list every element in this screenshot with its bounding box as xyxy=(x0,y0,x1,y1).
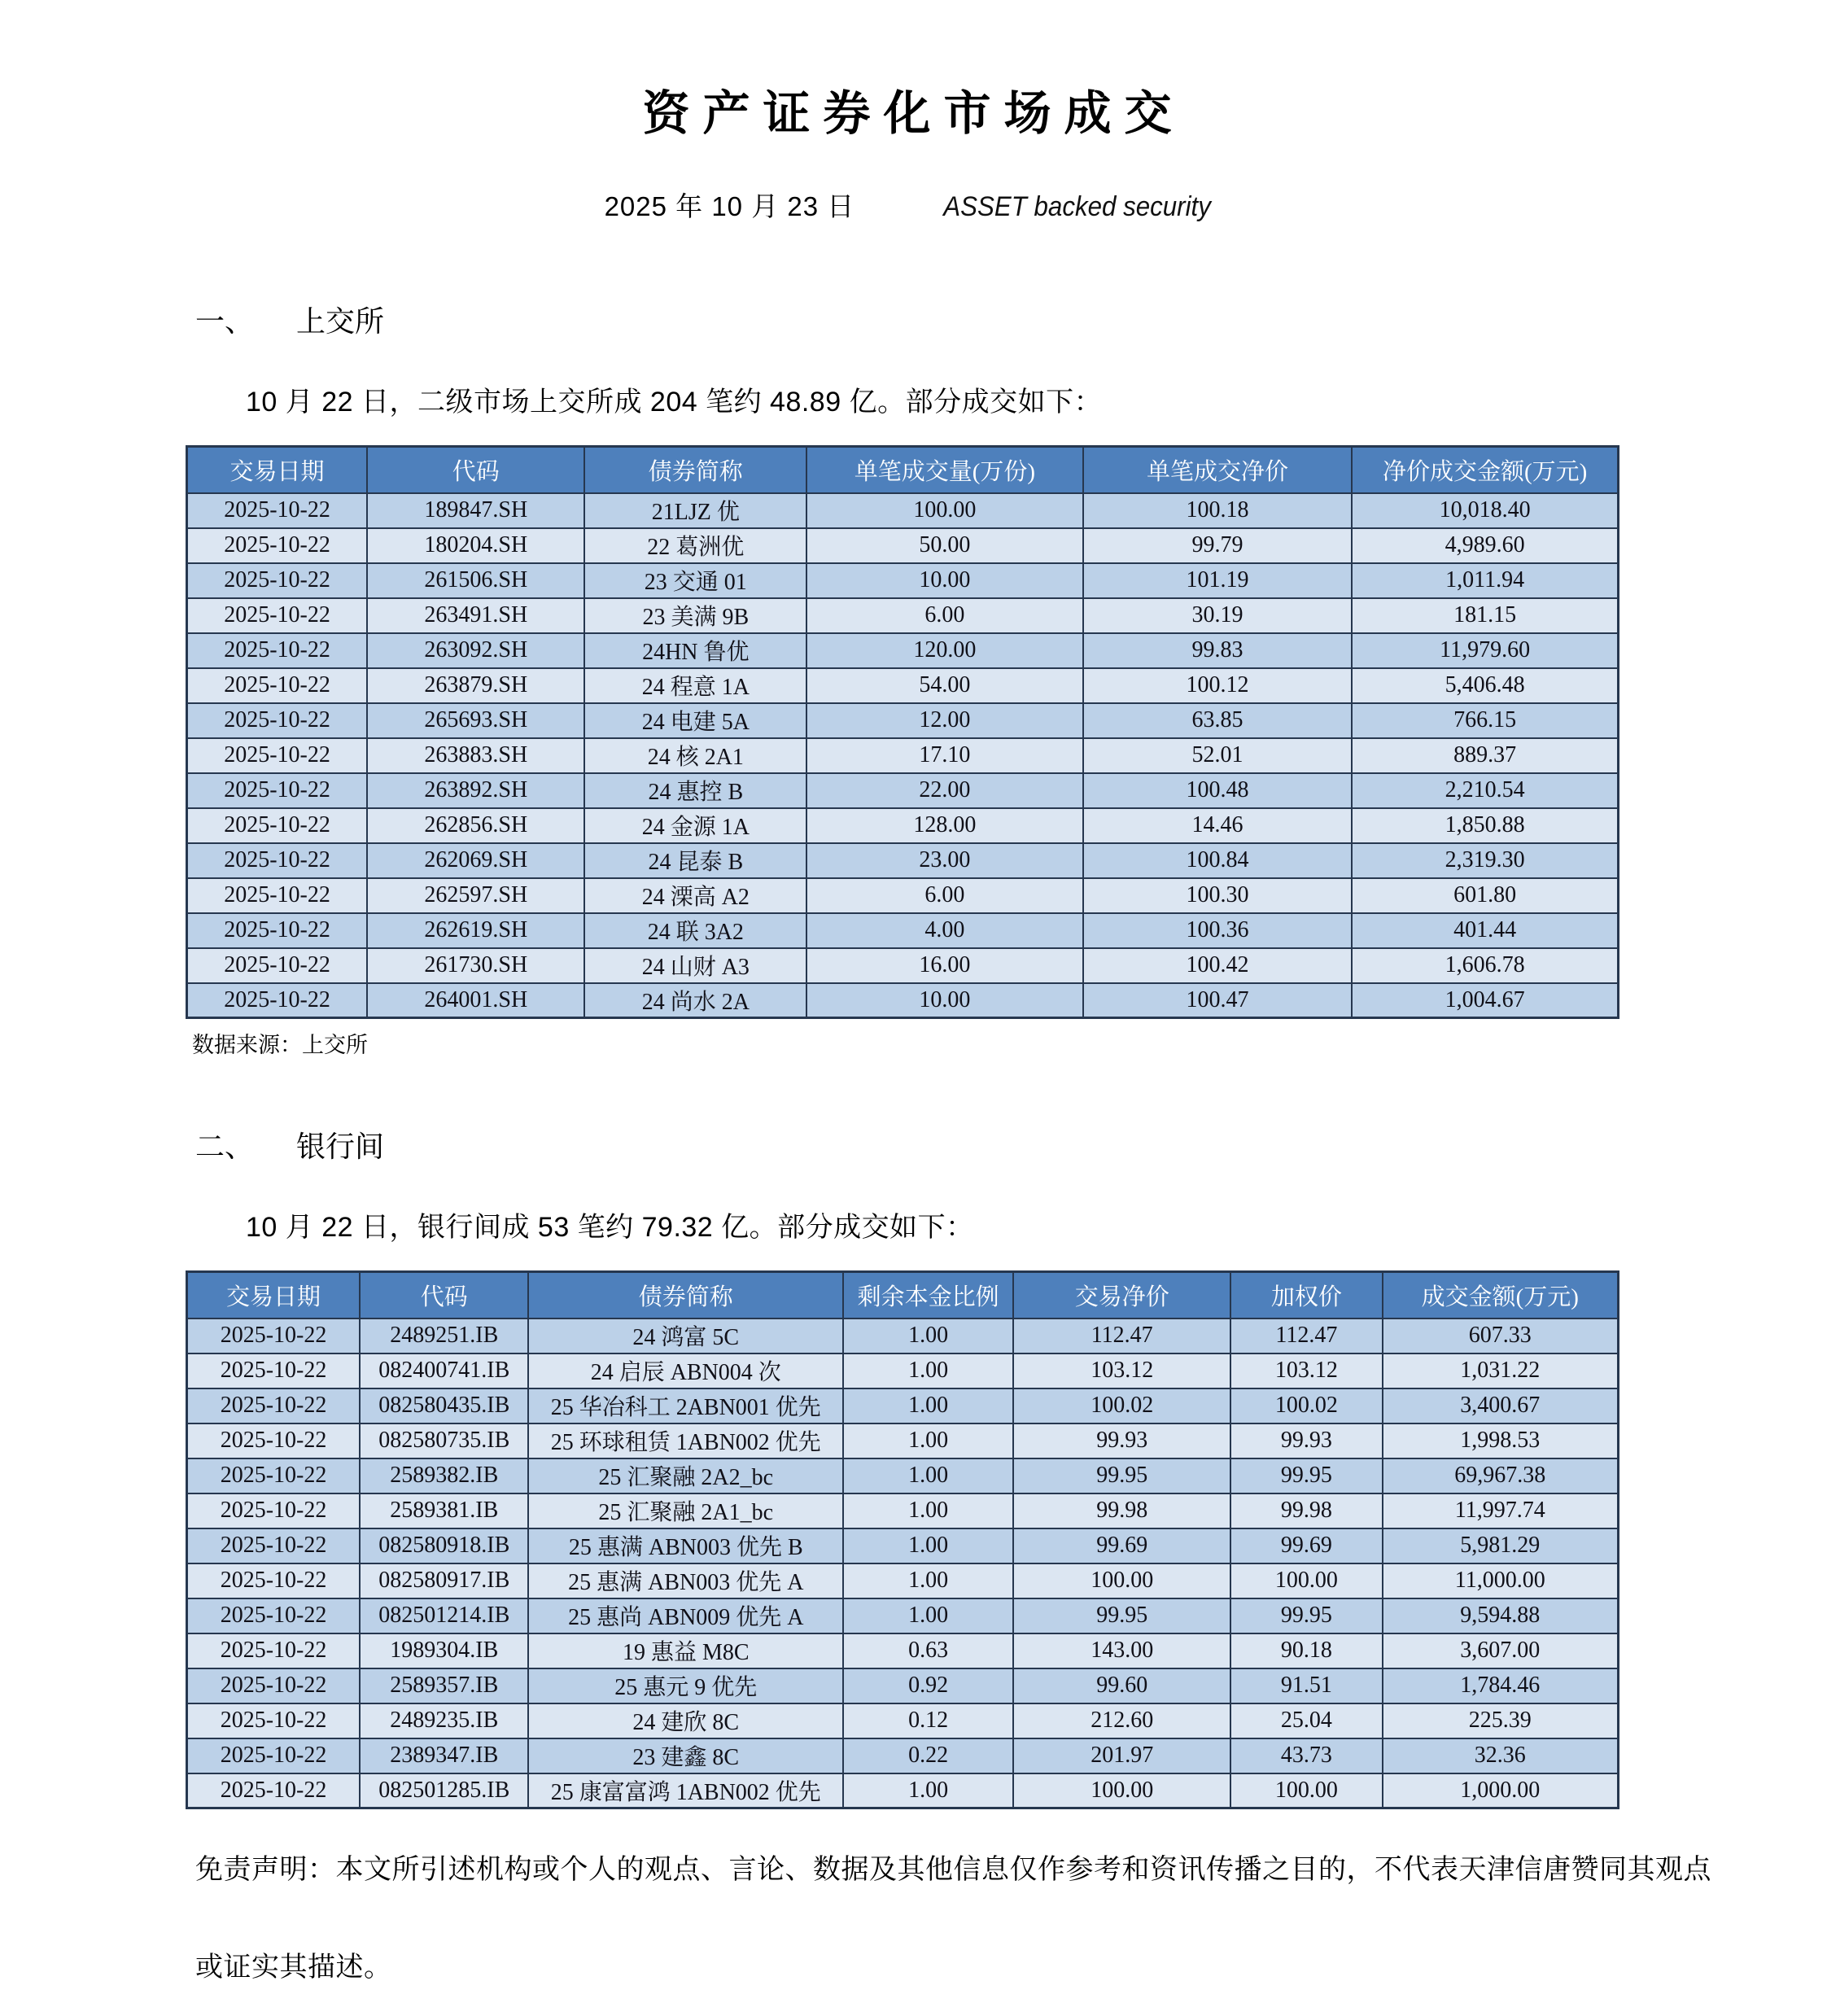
report-date: 2025 年 10 月 23 日 xyxy=(604,191,855,221)
table-cell: 120.00 xyxy=(806,633,1082,668)
table-cell: 2489251.IB xyxy=(360,1318,528,1353)
table-cell: 264001.SH xyxy=(367,983,584,1018)
table-cell: 99.60 xyxy=(1013,1668,1230,1703)
table-cell: 25 康富富鸿 1ABN002 优先 xyxy=(528,1773,843,1808)
table-row xyxy=(187,1493,1619,1528)
table-cell: 12.00 xyxy=(806,703,1082,738)
table-cell: 889.37 xyxy=(1352,738,1618,773)
table-cell: 24 金源 1A xyxy=(584,808,806,843)
english-tagline: ASSET backed security xyxy=(943,191,1212,222)
interbank-transactions-table xyxy=(186,1270,1619,1809)
column-header: 单笔成交净价 xyxy=(1083,447,1353,493)
table-cell: 100.47 xyxy=(1083,983,1353,1018)
page-title: 资产证券化市场成交 xyxy=(642,87,1185,140)
table-cell: 100.00 xyxy=(1230,1773,1382,1808)
table-cell: 6.00 xyxy=(806,598,1082,633)
column-header: 代码 xyxy=(367,447,584,493)
table-cell: 263883.SH xyxy=(367,738,584,773)
table-cell: 11,979.60 xyxy=(1352,633,1618,668)
table-cell: 112.47 xyxy=(1013,1318,1230,1353)
table-row xyxy=(187,1668,1619,1703)
section-title: 银行间 xyxy=(296,1130,385,1163)
table-cell: 2025-10-22 xyxy=(187,913,368,948)
table-cell: 24 核 2A1 xyxy=(584,738,806,773)
table-cell: 23 建鑫 8C xyxy=(528,1738,843,1773)
table-cell: 24 溧高 A2 xyxy=(584,878,806,913)
table-cell: 3,607.00 xyxy=(1383,1633,1619,1668)
table-cell: 99.95 xyxy=(1013,1458,1230,1493)
table-cell: 23.00 xyxy=(806,843,1082,878)
table-cell: 11,997.74 xyxy=(1383,1493,1619,1528)
column-header: 债券简称 xyxy=(528,1272,843,1318)
table-row xyxy=(187,948,1619,983)
table-cell: 2589382.IB xyxy=(360,1458,528,1493)
table-cell: 63.85 xyxy=(1083,703,1353,738)
data-source-note: 数据来源：上交所 xyxy=(192,1033,368,1057)
table-cell: 21LJZ 优 xyxy=(584,493,806,528)
table-row xyxy=(187,843,1619,878)
table-cell: 1,000.00 xyxy=(1383,1773,1619,1808)
table-cell: 2,319.30 xyxy=(1352,843,1618,878)
table-cell: 24 惠控 B xyxy=(584,773,806,808)
table-cell: 262856.SH xyxy=(367,808,584,843)
table-cell: 2025-10-22 xyxy=(187,1668,361,1703)
table-cell: 99.98 xyxy=(1230,1493,1382,1528)
table-row xyxy=(187,808,1619,843)
table-row xyxy=(187,1773,1619,1808)
table-cell: 0.63 xyxy=(843,1633,1013,1668)
table-cell: 100.48 xyxy=(1083,773,1353,808)
table-cell: 4,989.60 xyxy=(1352,528,1618,563)
table-cell: 5,981.29 xyxy=(1383,1528,1619,1563)
table-row xyxy=(187,738,1619,773)
table-row xyxy=(187,878,1619,913)
table-cell: 10,018.40 xyxy=(1352,493,1618,528)
table-cell: 2025-10-22 xyxy=(187,1528,361,1563)
table-cell: 100.02 xyxy=(1013,1388,1230,1423)
table-row xyxy=(187,1738,1619,1773)
table-row xyxy=(187,1458,1619,1493)
table-cell: 2025-10-22 xyxy=(187,1773,361,1808)
section-title: 上交所 xyxy=(296,304,385,338)
table-row xyxy=(187,703,1619,738)
table-cell: 263491.SH xyxy=(367,598,584,633)
table-cell: 24 建欣 8C xyxy=(528,1703,843,1738)
table-cell: 25.04 xyxy=(1230,1703,1382,1738)
table-cell: 2025-10-22 xyxy=(187,738,368,773)
column-header: 交易日期 xyxy=(187,447,368,493)
table-cell: 2025-10-22 xyxy=(187,1633,361,1668)
table-row xyxy=(187,1388,1619,1423)
table-cell: 99.98 xyxy=(1013,1493,1230,1528)
table-cell: 1,606.78 xyxy=(1352,948,1618,983)
table-row xyxy=(187,1563,1619,1598)
table-cell: 10.00 xyxy=(806,563,1082,598)
table-cell: 261730.SH xyxy=(367,948,584,983)
table-cell: 263892.SH xyxy=(367,773,584,808)
table-cell: 25 环球租赁 1ABN002 优先 xyxy=(528,1423,843,1458)
table-cell: 128.00 xyxy=(806,808,1082,843)
table-cell: 24 鸿富 5C xyxy=(528,1318,843,1353)
column-header: 代码 xyxy=(360,1272,528,1318)
column-header: 单笔成交量(万份) xyxy=(806,447,1082,493)
table-row xyxy=(187,1703,1619,1738)
table-cell: 2025-10-22 xyxy=(187,1493,361,1528)
table-cell: 25 惠元 9 优先 xyxy=(528,1668,843,1703)
table-row xyxy=(187,1528,1619,1563)
table-cell: 19 惠益 M8C xyxy=(528,1633,843,1668)
table-cell: 43.73 xyxy=(1230,1738,1382,1773)
table-cell: 1.00 xyxy=(843,1563,1013,1598)
table-cell: 1.00 xyxy=(843,1493,1013,1528)
table-cell: 25 惠满 ABN003 优先 B xyxy=(528,1528,843,1563)
table-cell: 24 尚水 2A xyxy=(584,983,806,1018)
sse-transactions-table xyxy=(186,445,1619,1019)
table-row xyxy=(187,1598,1619,1633)
table-cell: 25 汇聚融 2A2_bc xyxy=(528,1458,843,1493)
table-cell: 99.95 xyxy=(1230,1598,1382,1633)
table-cell: 1.00 xyxy=(843,1773,1013,1808)
table-row xyxy=(187,1318,1619,1353)
table-cell: 2025-10-22 xyxy=(187,1423,361,1458)
table-row xyxy=(187,633,1619,668)
table-cell: 0.22 xyxy=(843,1738,1013,1773)
table-cell: 99.69 xyxy=(1013,1528,1230,1563)
table-cell: 2025-10-22 xyxy=(187,1318,361,1353)
table-cell: 30.19 xyxy=(1083,598,1353,633)
table-cell: 22 葛洲优 xyxy=(584,528,806,563)
table-cell: 24 电建 5A xyxy=(584,703,806,738)
table-cell: 112.47 xyxy=(1230,1318,1382,1353)
table-cell: 2389347.IB xyxy=(360,1738,528,1773)
table-cell: 082400741.IB xyxy=(360,1353,528,1388)
table-row xyxy=(187,913,1619,948)
dateline xyxy=(0,186,1827,224)
table-cell: 263879.SH xyxy=(367,668,584,703)
table-cell: 143.00 xyxy=(1013,1633,1230,1668)
table-cell: 69,967.38 xyxy=(1383,1458,1619,1493)
table-cell: 99.69 xyxy=(1230,1528,1382,1563)
table-cell: 1,031.22 xyxy=(1383,1353,1619,1388)
table-cell: 401.44 xyxy=(1352,913,1618,948)
table-cell: 2589357.IB xyxy=(360,1668,528,1703)
table-cell: 103.12 xyxy=(1013,1353,1230,1388)
table-cell: 100.42 xyxy=(1083,948,1353,983)
table-cell: 24 程意 1A xyxy=(584,668,806,703)
table-cell: 99.93 xyxy=(1230,1423,1382,1458)
table-cell: 766.15 xyxy=(1352,703,1618,738)
table-cell: 5,406.48 xyxy=(1352,668,1618,703)
table-cell: 2025-10-22 xyxy=(187,983,368,1018)
table-cell: 100.36 xyxy=(1083,913,1353,948)
table-cell: 082580918.IB xyxy=(360,1528,528,1563)
table-cell: 1.00 xyxy=(843,1458,1013,1493)
column-header: 债券简称 xyxy=(584,447,806,493)
table-cell: 25 惠满 ABN003 优先 A xyxy=(528,1563,843,1598)
table-cell: 261506.SH xyxy=(367,563,584,598)
column-header: 加权价 xyxy=(1230,1272,1382,1318)
table-cell: 1.00 xyxy=(843,1423,1013,1458)
section-heading-sse xyxy=(195,299,1827,340)
table-cell: 25 华冶科工 2ABN001 优先 xyxy=(528,1388,843,1423)
column-header: 交易日期 xyxy=(187,1272,361,1318)
table-cell: 262597.SH xyxy=(367,878,584,913)
table-cell: 082580735.IB xyxy=(360,1423,528,1458)
table-cell: 100.00 xyxy=(1230,1563,1382,1598)
table-cell: 082580917.IB xyxy=(360,1563,528,1598)
table-cell: 32.36 xyxy=(1383,1738,1619,1773)
table-cell: 25 汇聚融 2A1_bc xyxy=(528,1493,843,1528)
table-cell: 100.18 xyxy=(1083,493,1353,528)
table-cell: 100.00 xyxy=(806,493,1082,528)
table-cell: 24HN 鲁优 xyxy=(584,633,806,668)
table-cell: 100.02 xyxy=(1230,1388,1382,1423)
table-cell: 99.95 xyxy=(1013,1598,1230,1633)
table-cell: 2025-10-22 xyxy=(187,633,368,668)
table-cell: 601.80 xyxy=(1352,878,1618,913)
table-cell: 2025-10-22 xyxy=(187,563,368,598)
table-row xyxy=(187,1353,1619,1388)
table-cell: 1,011.94 xyxy=(1352,563,1618,598)
table-cell: 2025-10-22 xyxy=(187,528,368,563)
table-cell: 24 昆泰 B xyxy=(584,843,806,878)
table-row xyxy=(187,598,1619,633)
table-row xyxy=(187,983,1619,1018)
table-cell: 11,000.00 xyxy=(1383,1563,1619,1598)
table-cell: 263092.SH xyxy=(367,633,584,668)
table-row xyxy=(187,493,1619,528)
table-cell: 1.00 xyxy=(843,1528,1013,1563)
table-cell: 1,998.53 xyxy=(1383,1423,1619,1458)
table-cell: 2489235.IB xyxy=(360,1703,528,1738)
table-cell: 1.00 xyxy=(843,1598,1013,1633)
table-cell: 2025-10-22 xyxy=(187,1353,361,1388)
table-cell: 101.19 xyxy=(1083,563,1353,598)
table-cell: 2025-10-22 xyxy=(187,703,368,738)
sse-intro-paragraph: 10 月 22 日，二级市场上交所成 204 笔约 48.89 亿。部分成交如下： xyxy=(246,387,1103,418)
table-cell: 22.00 xyxy=(806,773,1082,808)
table-cell: 2025-10-22 xyxy=(187,1563,361,1598)
table-cell: 201.97 xyxy=(1013,1738,1230,1773)
table-cell: 2025-10-22 xyxy=(187,668,368,703)
table-row xyxy=(187,1633,1619,1668)
table-cell: 23 美满 9B xyxy=(584,598,806,633)
table-cell: 91.51 xyxy=(1230,1668,1382,1703)
table-cell: 100.12 xyxy=(1083,668,1353,703)
table-cell: 2025-10-22 xyxy=(187,878,368,913)
table-cell: 2025-10-22 xyxy=(187,1738,361,1773)
table-cell: 2025-10-22 xyxy=(187,843,368,878)
table-row xyxy=(187,668,1619,703)
table-cell: 14.46 xyxy=(1083,808,1353,843)
table-row xyxy=(187,773,1619,808)
table-row xyxy=(187,528,1619,563)
column-header: 成交金额(万元) xyxy=(1383,1272,1619,1318)
table-cell: 082501285.IB xyxy=(360,1773,528,1808)
table-cell: 24 联 3A2 xyxy=(584,913,806,948)
table-cell: 607.33 xyxy=(1383,1318,1619,1353)
table-cell: 24 山财 A3 xyxy=(584,948,806,983)
table-cell: 0.92 xyxy=(843,1668,1013,1703)
table-cell: 9,594.88 xyxy=(1383,1598,1619,1633)
table-cell: 1.00 xyxy=(843,1353,1013,1388)
table-cell: 100.84 xyxy=(1083,843,1353,878)
table-cell: 2025-10-22 xyxy=(187,808,368,843)
table-cell: 52.01 xyxy=(1083,738,1353,773)
table-cell: 54.00 xyxy=(806,668,1082,703)
table-cell: 103.12 xyxy=(1230,1353,1382,1388)
table-cell: 99.95 xyxy=(1230,1458,1382,1493)
table-cell: 2025-10-22 xyxy=(187,1458,361,1493)
interbank-intro-paragraph: 10 月 22 日，银行间成 53 笔约 79.32 亿。部分成交如下： xyxy=(246,1212,974,1243)
table-cell: 2025-10-22 xyxy=(187,1703,361,1738)
table-cell: 2025-10-22 xyxy=(187,598,368,633)
column-header: 剩余本金比例 xyxy=(843,1272,1013,1318)
table-cell: 6.00 xyxy=(806,878,1082,913)
table-cell: 180204.SH xyxy=(367,528,584,563)
table-cell: 1.00 xyxy=(843,1388,1013,1423)
table-cell: 100.00 xyxy=(1013,1563,1230,1598)
table-cell: 082501214.IB xyxy=(360,1598,528,1633)
table-cell: 1989304.IB xyxy=(360,1633,528,1668)
table-cell: 2025-10-22 xyxy=(187,493,368,528)
table-cell: 90.18 xyxy=(1230,1633,1382,1668)
table-cell: 50.00 xyxy=(806,528,1082,563)
table-cell: 2025-10-22 xyxy=(187,773,368,808)
table-cell: 100.30 xyxy=(1083,878,1353,913)
table-header-row xyxy=(187,447,1619,493)
disclaimer-text: 免责声明：本文所引述机构或个人的观点、言论、数据及其他信息仅作参考和资讯传播之目的，不代表天津信唐赞同其观点或证实其描述。 xyxy=(195,1854,1711,1983)
table-cell: 2025-10-22 xyxy=(187,1388,361,1423)
table-cell: 1,784.46 xyxy=(1383,1668,1619,1703)
table-cell: 212.60 xyxy=(1013,1703,1230,1738)
table-cell: 0.12 xyxy=(843,1703,1013,1738)
table-cell: 99.79 xyxy=(1083,528,1353,563)
table-cell: 1.00 xyxy=(843,1318,1013,1353)
section-number: 一、 xyxy=(195,304,255,338)
table-row xyxy=(187,1423,1619,1458)
column-header: 净价成交金额(万元) xyxy=(1352,447,1618,493)
table-cell: 265693.SH xyxy=(367,703,584,738)
table-cell: 1,004.67 xyxy=(1352,983,1618,1018)
table-cell: 3,400.67 xyxy=(1383,1388,1619,1423)
table-cell: 225.39 xyxy=(1383,1703,1619,1738)
table-cell: 24 启辰 ABN004 次 xyxy=(528,1353,843,1388)
table-cell: 2025-10-22 xyxy=(187,948,368,983)
section-heading-interbank xyxy=(195,1124,1827,1165)
table-cell: 4.00 xyxy=(806,913,1082,948)
table-cell: 1,850.88 xyxy=(1352,808,1618,843)
table-cell: 17.10 xyxy=(806,738,1082,773)
table-cell: 99.83 xyxy=(1083,633,1353,668)
table-cell: 25 惠尚 ABN009 优先 A xyxy=(528,1598,843,1633)
table-cell: 262619.SH xyxy=(367,913,584,948)
table-cell: 082580435.IB xyxy=(360,1388,528,1423)
table-cell: 10.00 xyxy=(806,983,1082,1018)
section-number: 二、 xyxy=(195,1130,255,1163)
table-cell: 16.00 xyxy=(806,948,1082,983)
column-header: 交易净价 xyxy=(1013,1272,1230,1318)
table-cell: 262069.SH xyxy=(367,843,584,878)
table-cell: 99.93 xyxy=(1013,1423,1230,1458)
table-cell: 181.15 xyxy=(1352,598,1618,633)
table-cell: 189847.SH xyxy=(367,493,584,528)
table-cell: 2589381.IB xyxy=(360,1493,528,1528)
table-header-row xyxy=(187,1272,1619,1318)
table-row xyxy=(187,563,1619,598)
table-cell: 2,210.54 xyxy=(1352,773,1618,808)
table-cell: 100.00 xyxy=(1013,1773,1230,1808)
table-cell: 2025-10-22 xyxy=(187,1598,361,1633)
table-cell: 23 交通 01 xyxy=(584,563,806,598)
